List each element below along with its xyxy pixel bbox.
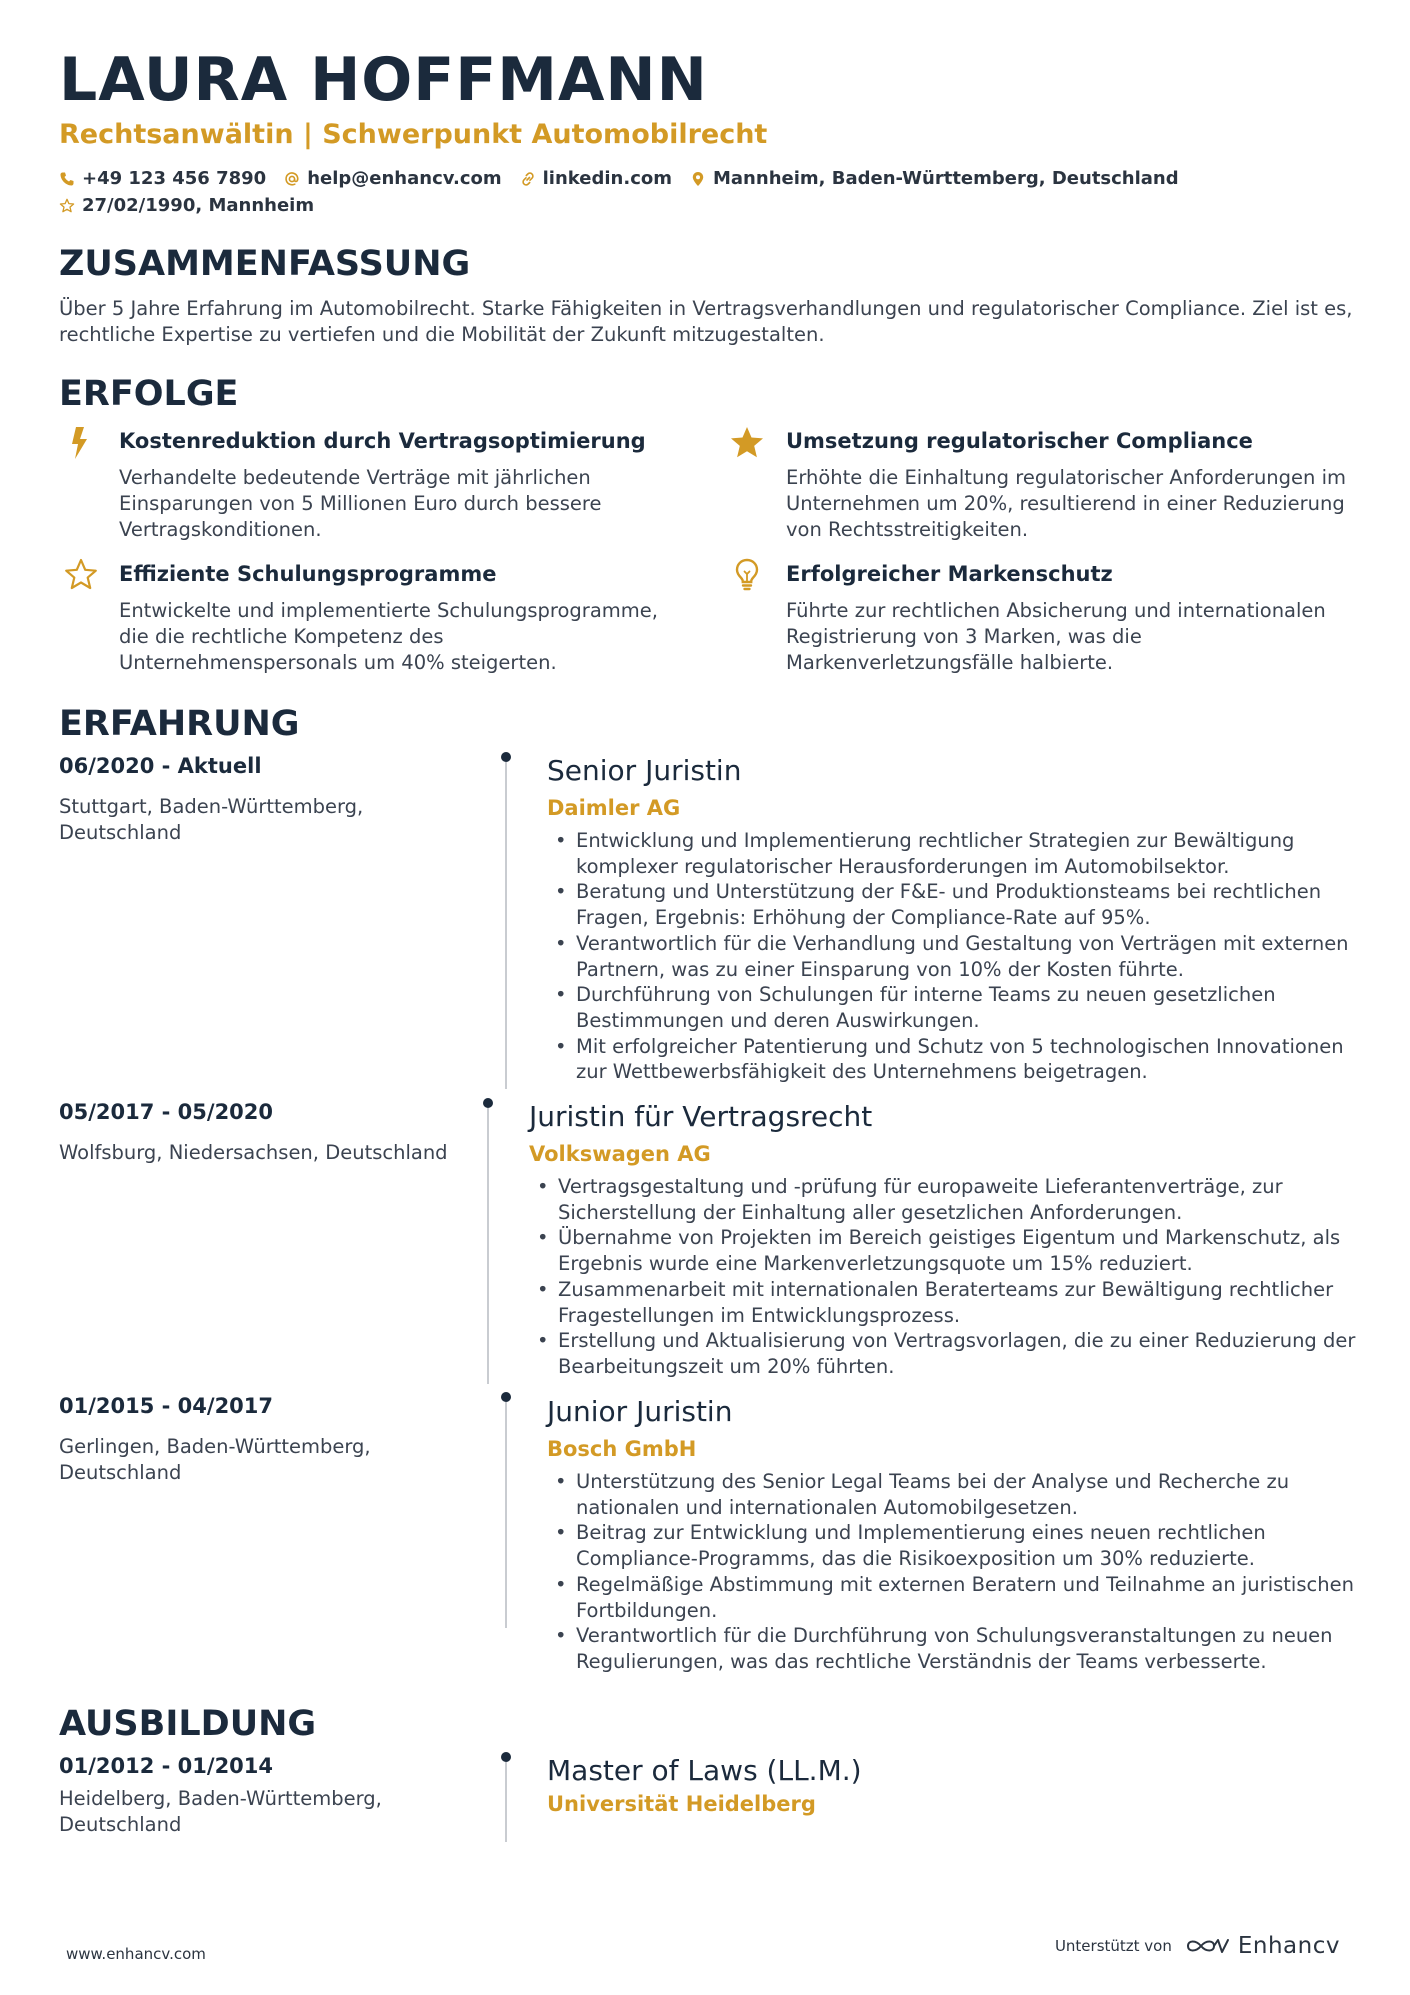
- achievement-title: Erfolgreicher Markenschutz: [786, 562, 1113, 586]
- star-filled-icon: [729, 425, 765, 461]
- timeline-line: [505, 1402, 507, 1628]
- achievement-title: Umsetzung regulatorischer Compliance: [786, 429, 1253, 453]
- birth-text: 27/02/1990, Mannheim: [82, 195, 315, 216]
- job-role: Senior Juristin: [547, 754, 742, 787]
- brand-name: Enhancv: [1237, 1933, 1340, 1959]
- education-date: 01/2012 - 01/2014: [59, 1754, 274, 1778]
- education-location: Heidelberg, Baden-Württemberg, Deutschland: [59, 1787, 382, 1836]
- timeline-dot: [501, 1752, 511, 1762]
- linkedin-text: linkedin.com: [542, 168, 672, 189]
- achievement-desc: Führte zur rechtlichen Absicherung und internationalen Registrierung von 3 Marken, was die Markenverletzungsfälle halbierte.: [786, 599, 1326, 674]
- footer-website[interactable]: www.enhancv.com: [66, 1945, 206, 1963]
- list-item: • Mit erfolgreicher Patentierung und Schutz von 5 technologischen Innovationen zur Wettbewerbsfähigkeit des Unternehmens beigetragen.: [547, 1034, 1367, 1085]
- achievement-desc: Erhöhte die Einhaltung regulatorischer Anforderungen im Unternehmen um 20%, resultierend in einer Reduzierung von Rechtsstreitigkeiten.: [786, 466, 1347, 541]
- job-company: Volkswagen AG: [529, 1142, 711, 1166]
- timeline-dot: [501, 752, 511, 762]
- achievement-title: Effiziente Schulungsprogramme: [119, 562, 497, 586]
- contact-phone[interactable]: [59, 168, 266, 189]
- timeline-line: [505, 1762, 507, 1842]
- phone-text: +49 123 456 7890: [82, 168, 267, 189]
- job-role: Juristin für Vertragsrecht: [529, 1100, 873, 1133]
- contact-location: [690, 168, 1179, 189]
- candidate-name: LAURA HOFFMANN: [59, 45, 708, 115]
- list-item: • Zusammenarbeit mit internationalen Beraterteams zur Bewältigung rechtlicher Fragestellungen im Entwicklungsprozess.: [529, 1277, 1367, 1328]
- list-item: • Erstellung und Aktualisierung von Vertragsvorlagen, die zu einer Reduzierung der Bearbeitungszeit um 20% führten.: [529, 1328, 1367, 1379]
- timeline-dot: [483, 1098, 493, 1108]
- job-date: 06/2020 - Aktuell: [59, 754, 262, 778]
- contact-linkedin[interactable]: [520, 168, 672, 189]
- map-pin-icon: [690, 171, 706, 187]
- list-item: • Durchführung von Schulungen für interne Teams zu neuen gesetzlichen Bestimmungen und deren Auswirkungen.: [547, 982, 1367, 1033]
- achievement-desc: Entwickelte und implementierte Schulungsprogramme, die die rechtliche Kompetenz des Unternehmenspersonals um 40% steigerten.: [119, 599, 658, 674]
- experience-title: ERFAHRUNG: [59, 704, 300, 744]
- list-item: • Beitrag zur Entwicklung und Implementierung eines neuen rechtlichen Compliance-Programms, das die Risikoexposition um 30% reduzierte.: [547, 1520, 1367, 1571]
- powered-by-text: Unterstützt von: [1054, 1937, 1172, 1955]
- job-company: Daimler AG: [547, 796, 681, 820]
- contact-row-birth: [59, 195, 332, 216]
- job-location: Gerlingen, Baden-Württemberg, Deutschland: [59, 1435, 371, 1484]
- footer-branding[interactable]: [1055, 1933, 1340, 1959]
- timeline-line: [487, 1108, 489, 1384]
- list-item: • Entwicklung und Implementierung rechtlicher Strategien zur Bewältigung komplexer regulatorischer Herausforderungen im Automobilsektor.: [547, 828, 1367, 879]
- education-school: Universität Heidelberg: [547, 1792, 816, 1816]
- summary-title: ZUSAMMENFASSUNG: [59, 244, 471, 284]
- lightning-icon: [63, 425, 99, 461]
- timeline-line: [505, 762, 507, 1089]
- phone-icon: [59, 171, 75, 187]
- job-bullets: [529, 1174, 1367, 1380]
- job-date: 01/2015 - 04/2017: [59, 1394, 274, 1418]
- location-text: Mannheim, Baden-Württemberg, Deutschland: [713, 168, 1179, 189]
- contact-birth: [59, 195, 314, 216]
- contact-row: [59, 168, 1197, 189]
- email-text: help@enhancv.com: [307, 168, 502, 189]
- achievements-title: ERFOLGE: [59, 374, 239, 414]
- achievement-title: Kostenreduktion durch Vertragsoptimierung: [119, 429, 646, 453]
- job-location: Wolfsburg, Niedersachsen, Deutschland: [59, 1141, 448, 1164]
- job-role: Junior Juristin: [547, 1395, 733, 1428]
- achievement-desc: Verhandelte bedeutende Verträge mit jährlichen Einsparungen von 5 Millionen Euro durch bessere Vertragskonditionen.: [119, 466, 602, 541]
- job-bullets: [547, 828, 1367, 1085]
- education-title: AUSBILDUNG: [59, 1704, 317, 1744]
- list-item: • Übernahme von Projekten im Bereich geistiges Eigentum und Markenschutz, als Ergebnis wurde eine Markenverletzungsquote um 15% reduziert.: [529, 1225, 1367, 1276]
- list-item: • Unterstützung des Senior Legal Teams bei der Analyse und Recherche zu nationalen und internationalen Automobilgesetzen.: [547, 1469, 1367, 1520]
- lightbulb-icon: [729, 557, 765, 593]
- star-outline-icon: [59, 198, 75, 214]
- job-bullets: [547, 1469, 1367, 1675]
- list-item: • Regelmäßige Abstimmung mit externen Beratern und Teilnahme an juristischen Fortbildungen.: [547, 1572, 1367, 1623]
- list-item: • Vertragsgestaltung und -prüfung für europaweite Lieferantenverträge, zur Sicherstellung der Einhaltung aller gesetzlichen Anforderungen.: [529, 1174, 1367, 1225]
- at-icon: [284, 171, 300, 187]
- candidate-headline: Rechtsanwältin | Schwerpunkt Automobilrecht: [59, 119, 768, 150]
- star-outline-icon: [63, 557, 99, 593]
- timeline-dot: [501, 1392, 511, 1402]
- job-date: 05/2017 - 05/2020: [59, 1100, 274, 1124]
- education-degree: Master of Laws (LL.M.): [547, 1754, 862, 1787]
- list-item: • Verantwortlich für die Durchführung von Schulungsveranstaltungen zu neuen Regulierungen, was das rechtliche Verständnis der Teams verbesserte.: [547, 1623, 1367, 1674]
- contact-email[interactable]: [284, 168, 501, 189]
- job-company: Bosch GmbH: [547, 1437, 697, 1461]
- summary-text: Über 5 Jahre Erfahrung im Automobilrecht. Starke Fähigkeiten in Vertragsverhandlungen und regulatorischer Compliance. Ziel ist es, rechtliche Expertise zu vertiefen und die Mobilität der Zukunft mitzugestalten.: [59, 297, 1353, 346]
- list-item: • Beratung und Unterstützung der F&E- und Produktionsteams bei rechtlichen Fragen, Ergebnis: Erhöhung der Compliance-Rate auf 95%.: [547, 879, 1367, 930]
- enhancv-logo-icon: [1184, 1934, 1232, 1958]
- link-icon: [520, 171, 536, 187]
- job-location: Stuttgart, Baden-Württemberg, Deutschland: [59, 795, 364, 844]
- list-item: • Verantwortlich für die Verhandlung und Gestaltung von Verträgen mit externen Partnern, was zu einer Einsparung von 10% der Kosten führte.: [547, 931, 1367, 982]
